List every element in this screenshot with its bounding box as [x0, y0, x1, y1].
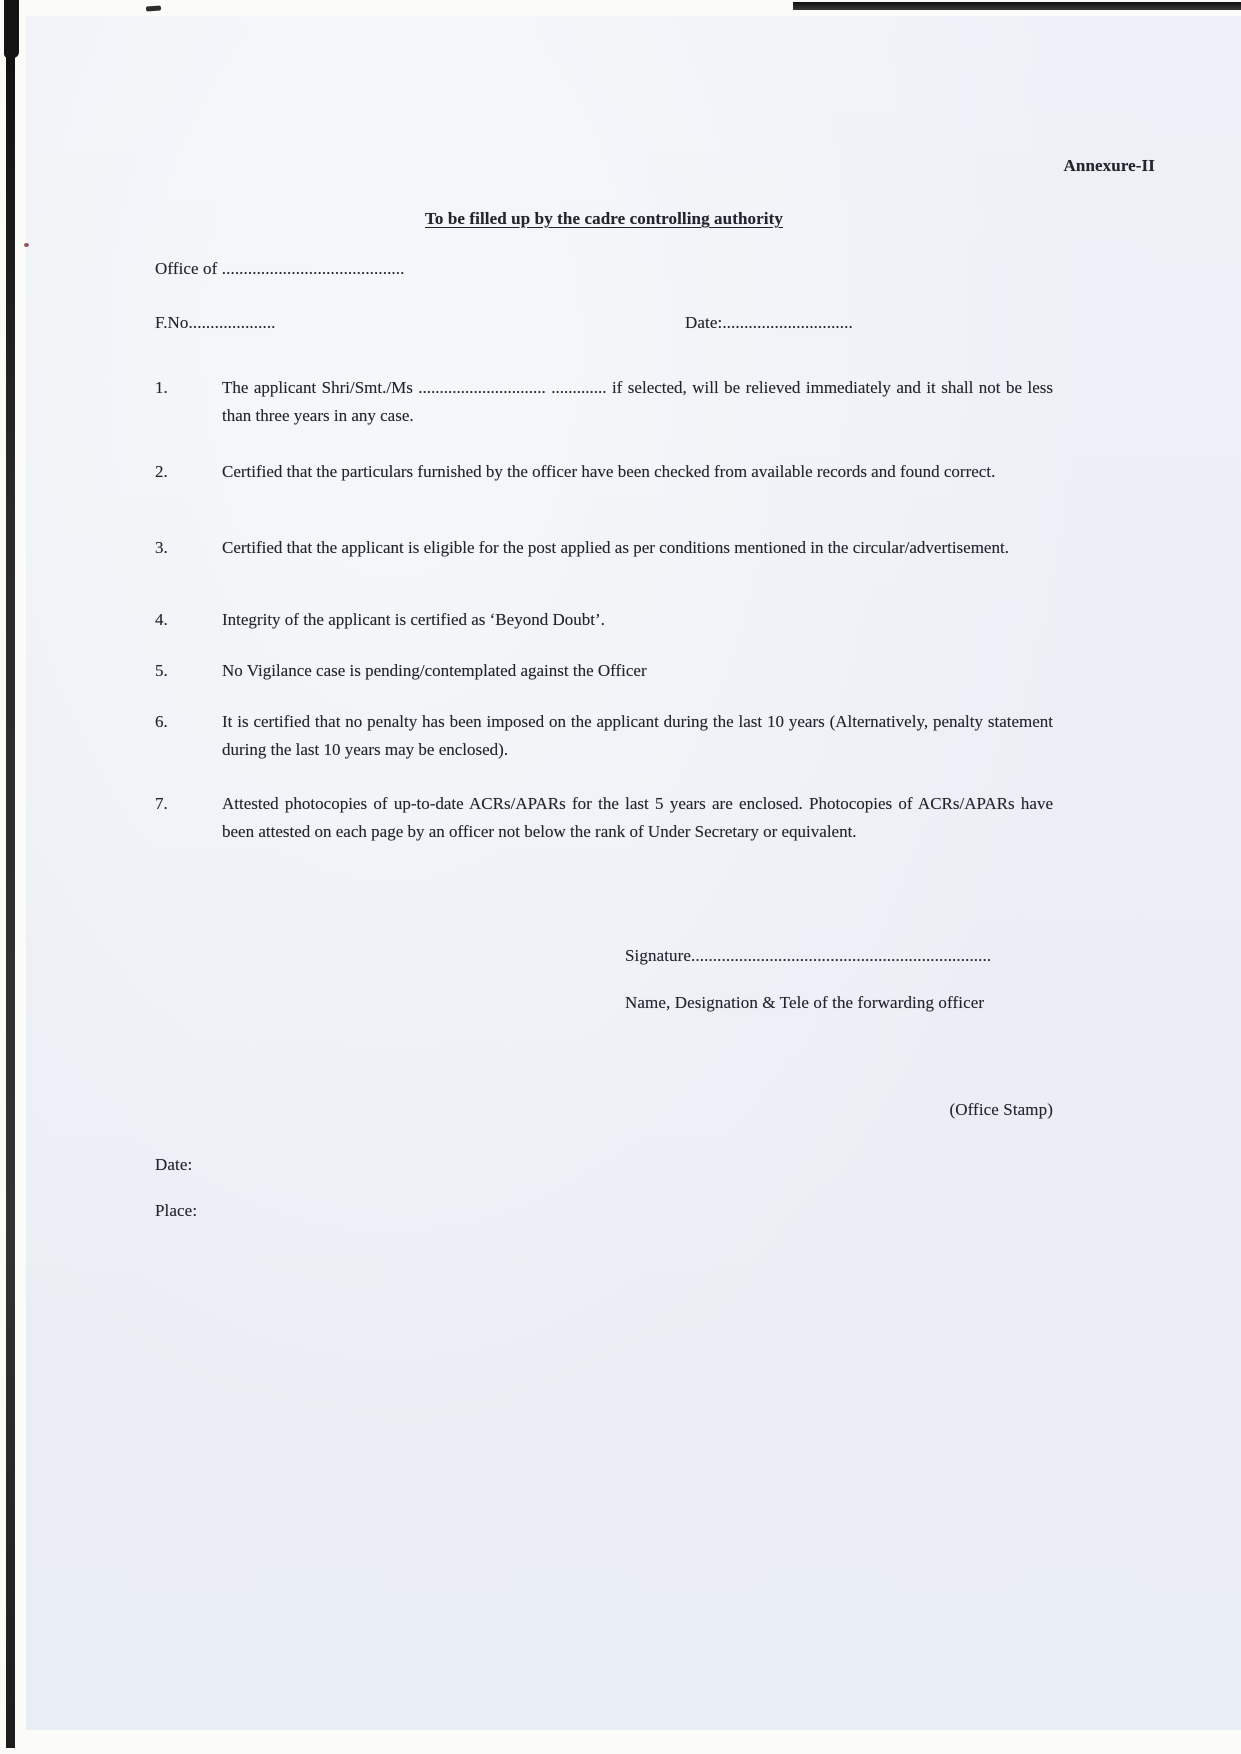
list-item-number: 5. — [155, 661, 168, 680]
list-item — [155, 458, 1053, 486]
date-field: Date:.............................. — [685, 313, 853, 332]
list-item-text: No Vigilance case is pending/contemplated against the Officer — [222, 661, 647, 680]
list-item — [155, 534, 1053, 562]
list-item-text: Certified that the particulars furnished by the officer have been checked from available records and found correct. — [222, 462, 996, 481]
document-title-text: To be filled up by the cadre controlling authority — [425, 209, 783, 228]
list-item — [155, 790, 1053, 846]
scan-speck-artifact — [24, 243, 29, 247]
scan-edge-artifact-top — [793, 2, 1241, 10]
scan-mark-artifact — [146, 5, 161, 11]
list-item-number: 3. — [155, 538, 168, 557]
office-stamp-label: (Office Stamp) — [949, 1100, 1053, 1119]
document-title — [155, 205, 1053, 233]
list-item-text: The applicant Shri/Smt./Ms .............................. ............. if selected, will be relieved immediately and it shall not be less than three years in any case. — [222, 378, 1053, 425]
signature-field: Signature..................................................................... — [625, 946, 992, 965]
list-item-number: 7. — [155, 794, 168, 813]
office-of-field: Office of .......................................... — [155, 259, 405, 278]
list-item-number: 2. — [155, 462, 168, 481]
list-item — [155, 708, 1053, 764]
list-item — [155, 606, 1053, 634]
annexure-label: Annexure-II — [1063, 156, 1155, 175]
scan-edge-artifact-left-top — [4, 0, 19, 58]
footer-place-label: Place: — [155, 1201, 198, 1220]
list-item-text: Integrity of the applicant is certified as ‘Beyond Doubt’. — [222, 610, 605, 629]
file-number-field: F.No.................... — [155, 313, 276, 332]
list-item-number: 6. — [155, 712, 168, 731]
list-item-number: 4. — [155, 610, 168, 629]
scan-edge-artifact-left — [6, 0, 15, 1748]
list-item-text: Attested photocopies of up-to-date ACRs/APARs for the last 5 years are enclosed. Photocopies of ACRs/APARs have been attested on each page by an officer not below the rank of Under Secretary or equivalent. — [222, 794, 1053, 841]
forwarding-officer-caption: Name, Designation & Tele of the forwarding officer — [625, 993, 985, 1012]
list-item-number: 1. — [155, 378, 168, 397]
list-item — [155, 657, 1053, 685]
list-item-text: Certified that the applicant is eligible for the post applied as per conditions mentioned in the circular/advertisement. — [222, 538, 1009, 557]
list-item — [155, 374, 1053, 430]
footer-date-label: Date: — [155, 1155, 193, 1174]
list-item-text: It is certified that no penalty has been imposed on the applicant during the last 10 years (Alternatively, penalty statement during the last 10 years may be enclosed). — [222, 712, 1053, 759]
